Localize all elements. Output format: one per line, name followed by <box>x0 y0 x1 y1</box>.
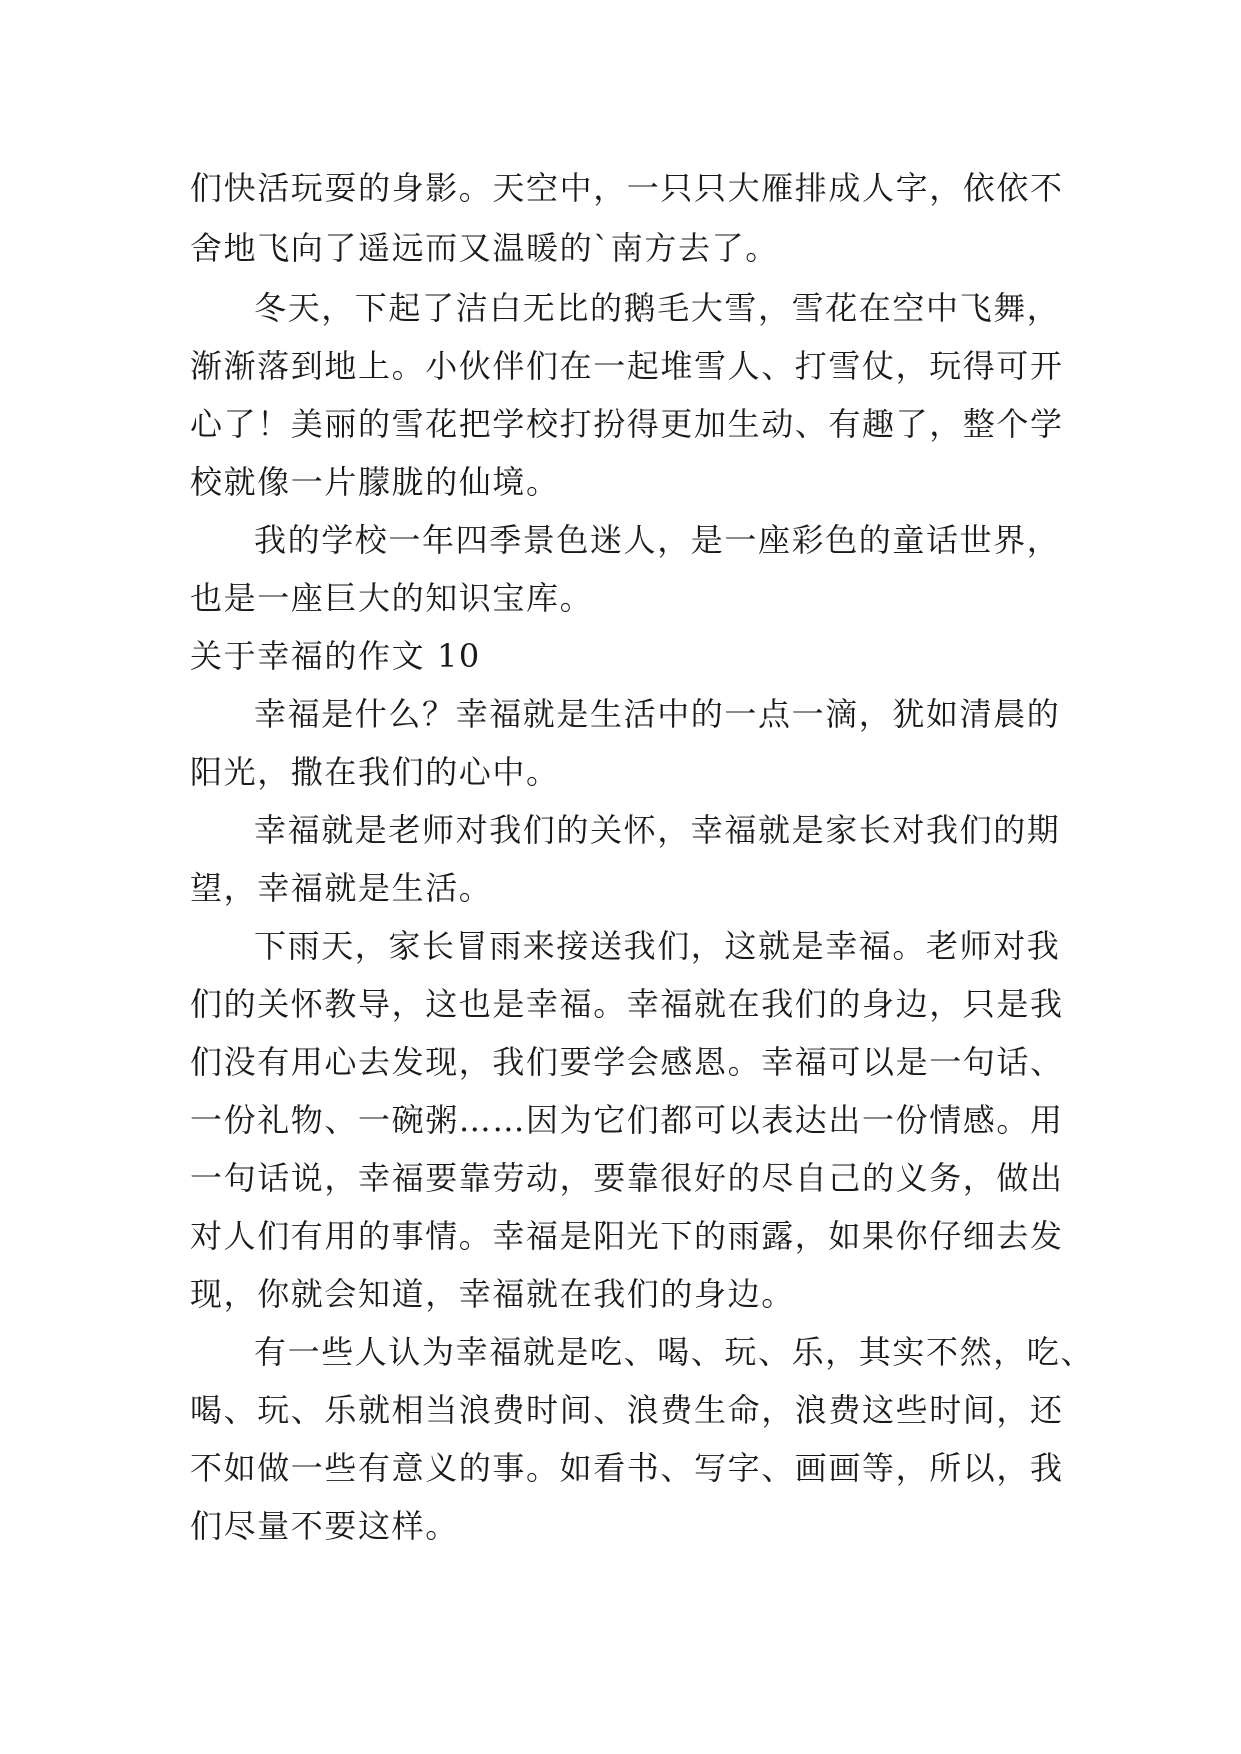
text-line: 舍地飞向了遥远而又温暖的`南方去了。 <box>190 229 779 267</box>
section-title: 关于幸福的作文 10 <box>190 637 481 675</box>
text-line: 一句话说，幸福要靠劳动，要靠很好的尽自己的义务，做出 <box>190 1159 1064 1197</box>
text-line: 们没有用心去发现，我们要学会感恩。幸福可以是一句话、 <box>190 1043 1064 1081</box>
text-line: 们快活玩耍的身影。天空中，一只只大雁排成人字，依依不 <box>190 169 1064 207</box>
paragraph-first-line: 我的学校一年四季景色迷人，是一座彩色的童话世界， <box>254 521 1061 559</box>
paragraph-first-line: 幸福就是老师对我们的关怀，幸福就是家长对我们的期 <box>254 811 1061 849</box>
paragraph-first-line: 有一些人认为幸福就是吃、喝、玩、乐，其实不然，吃、 <box>254 1333 1095 1371</box>
paragraph-first-line: 下雨天，家长冒雨来接送我们，这就是幸福。老师对我 <box>254 927 1061 965</box>
text-line: 对人们有用的事情。幸福是阳光下的雨露，如果你仔细去发 <box>190 1217 1064 1255</box>
text-line: 不如做一些有意义的事。如看书、写字、画画等，所以，我 <box>190 1449 1064 1487</box>
text-line: 校就像一片朦胧的仙境。 <box>190 463 560 501</box>
text-line: 们尽量不要这样。 <box>190 1507 459 1545</box>
paragraph-first-line: 幸福是什么？幸福就是生活中的一点一滴，犹如清晨的 <box>254 695 1061 733</box>
text-line: 也是一座巨大的知识宝库。 <box>190 579 594 617</box>
text-line: 喝、玩、乐就相当浪费时间、浪费生命，浪费这些时间，还 <box>190 1391 1064 1429</box>
text-line: 望，幸福就是生活。 <box>190 869 493 907</box>
text-line: 阳光，撒在我们的心中。 <box>190 753 560 791</box>
text-line: 现，你就会知道，幸福就在我们的身边。 <box>190 1275 795 1313</box>
text-line: 心了！美丽的雪花把学校打扮得更加生动、有趣了，整个学 <box>190 405 1064 443</box>
text-line: 们的关怀教导，这也是幸福。幸福就在我们的身边，只是我 <box>190 985 1064 1023</box>
paragraph-first-line: 冬天，下起了洁白无比的鹅毛大雪，雪花在空中飞舞， <box>254 289 1061 327</box>
text-line: 一份礼物、一碗粥……因为它们都可以表达出一份情感。用 <box>190 1101 1064 1139</box>
text-line: 渐渐落到地上。小伙伴们在一起堆雪人、打雪仗，玩得可开 <box>190 347 1064 385</box>
